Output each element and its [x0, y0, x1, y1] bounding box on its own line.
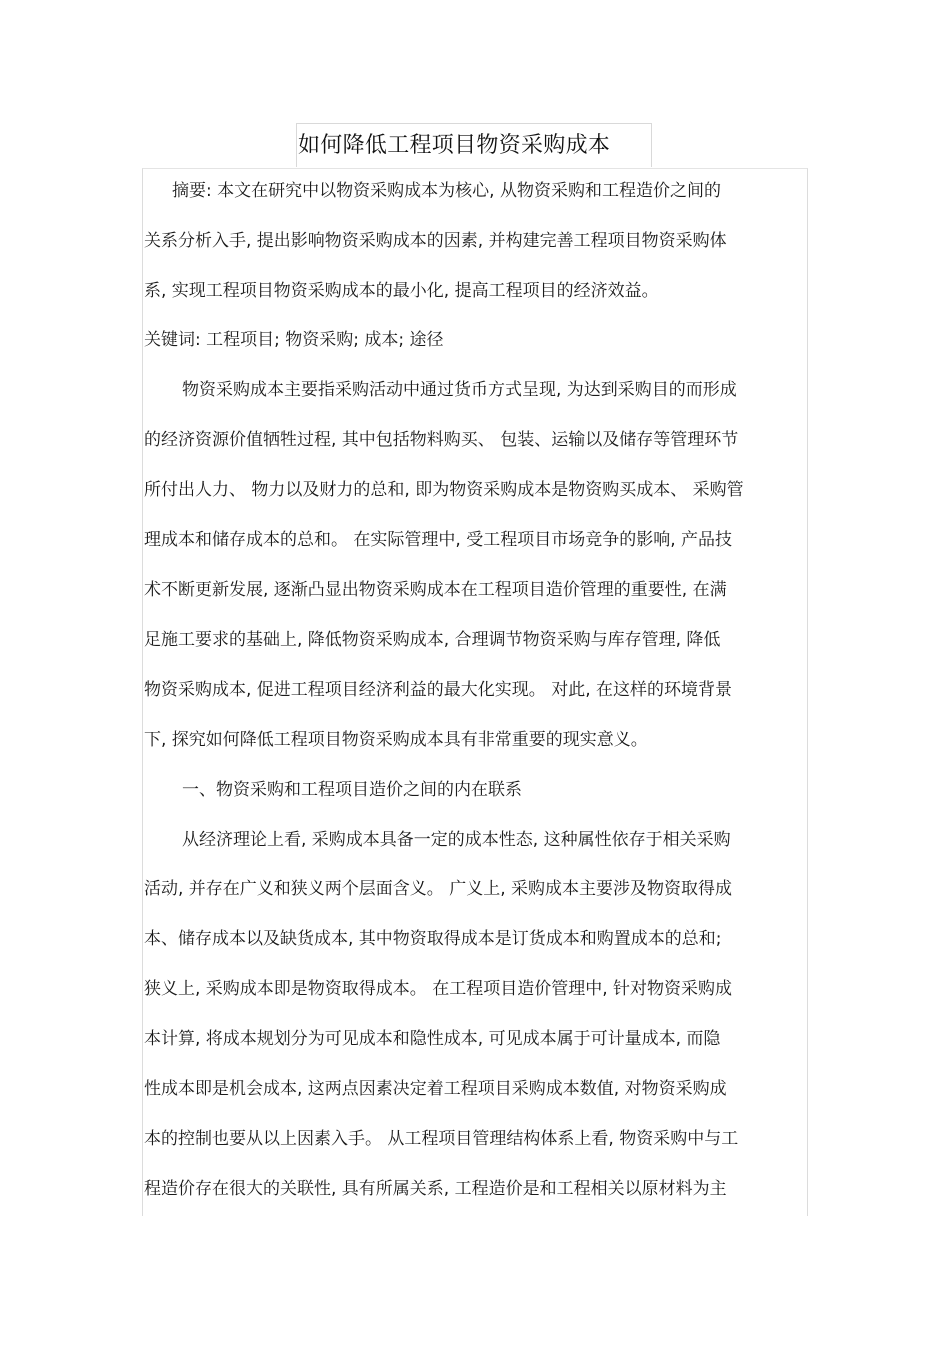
paragraph-line: 程造价存在很大的关联性, 具有所属关系, 工程造价是和工程相关以原材料为主: [144, 1179, 727, 1199]
paragraph-line: 物资采购成本主要指采购活动中通过货币方式呈现, 为达到采购目的而形成: [182, 380, 737, 400]
paragraph-line: 足施工要求的基础上, 降低物资采购成本, 合理调节物资采购与库存管理, 降低: [144, 630, 721, 650]
document-title: 如何降低工程项目物资采购成本: [298, 133, 611, 158]
paragraph-line: 下, 探究如何降低工程项目物资采购成本具有非常重要的现实意义。: [144, 730, 648, 750]
paragraph-line: 从经济理论上看, 采购成本具备一定的成本性态, 这种属性依存于相关采购: [182, 830, 731, 850]
keywords-line: 关键词: 工程项目; 物资采购; 成本; 途径: [144, 330, 444, 350]
paragraph-line: 术不断更新发展, 逐渐凸显出物资采购成本在工程项目造价管理的重要性, 在满: [144, 580, 727, 600]
paragraph-line: 狭义上, 采购成本即是物资取得成本。 在工程项目造价管理中, 针对物资采购成: [144, 979, 733, 999]
section-heading: 一、物资采购和工程项目造价之间的内在联系: [182, 780, 522, 800]
abstract-line: 系, 实现工程项目物资采购成本的最小化, 提高工程项目的经济效益。: [144, 281, 659, 301]
abstract-line: 摘要: 本文在研究中以物资采购成本为核心, 从物资采购和工程造价之间的: [172, 181, 721, 201]
paragraph-line: 本、储存成本以及缺货成本, 其中物资取得成本是订货成本和购置成本的总和;: [144, 929, 722, 949]
paragraph-line: 物资采购成本, 促进工程项目经济利益的最大化实现。 对此, 在这样的环境背景: [144, 680, 733, 700]
paragraph-line: 本的控制也要从以上因素入手。 从工程项目管理结构体系上看, 物资采购中与工: [144, 1129, 739, 1149]
paragraph-line: 所付出人力、 物力以及财力的总和, 即为物资采购成本是物资购买成本、 采购管: [144, 480, 744, 500]
abstract-line: 关系分析入手, 提出影响物资采购成本的因素, 并构建完善工程项目物资采购体: [144, 231, 727, 251]
paragraph-line: 的经济资源价值牺牲过程, 其中包括物料购买、 包装、运输以及储存等管理环节: [144, 430, 739, 450]
paragraph-line: 本计算, 将成本规划分为可见成本和隐性成本, 可见成本属于可计量成本, 而隐: [144, 1029, 721, 1049]
paragraph-line: 活动, 并存在广义和狭义两个层面含义。 广义上, 采购成本主要涉及物资取得成: [144, 879, 733, 899]
paragraph-line: 理成本和储存成本的总和。 在实际管理中, 受工程项目市场竞争的影响, 产品技: [144, 530, 733, 550]
paragraph-line: 性成本即是机会成本, 这两点因素决定着工程项目采购成本数值, 对物资采购成: [144, 1079, 727, 1099]
